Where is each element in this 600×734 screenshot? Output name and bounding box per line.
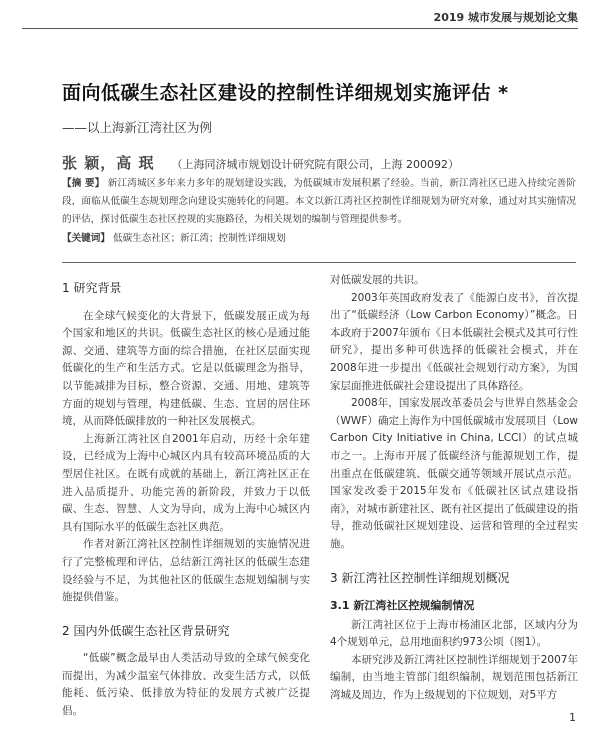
abstract-divider [62, 262, 576, 263]
author-line [62, 152, 459, 173]
paragraph: 上海新江湾社区自2001年启动，历经十余年建设，已经成为上海中心城区内具有较高环境品质的大型居住社区。在既有成就的基础上，新江湾社区正在进入品质提升、功能完善的新阶段，并致力于以低碳、生态、智慧、人文为导向，成为上海中心城区内具有国际水平的低碳生态社区典范。 [62, 432, 310, 533]
keywords-text: 低碳生态社区；新江湾；控制性详细规划 [113, 232, 286, 244]
paragraph-continued: 对低碳发展的共识。 [330, 274, 425, 286]
paragraph: 新江湾社区位于上海市杨浦区北部，区域内分为4个规划单元，总用地面积约973公顷（图1）。 [330, 618, 578, 649]
abstract-block [62, 175, 576, 248]
section-1-heading: 1 研究背景 [62, 281, 122, 295]
running-header: 2019 城市发展与规划论文集 [433, 11, 578, 24]
keywords [62, 230, 576, 248]
paragraph: “低碳”概念最早由人类活动导致的全球气候变化而提出，为减少温室气体排放、改变生活方式，以低能耗、低污染、低排放为特征的发展方式被广泛提倡。 [62, 652, 310, 718]
affiliation: （上海同济城市规划设计研究院有限公司，上海 200092） [171, 158, 460, 171]
paragraph: 作者对新江湾社区控制性详细规划的实施情况进行了完整梳理和评估，总结新江湾社区的低碳生态建设经验与不足，为其他社区的低碳生态规划编制与实施提供借鉴。 [62, 538, 310, 604]
paragraph: 本研究涉及新江湾社区控制性详细规划于2007年编制，由当地主管部门组织编制，规划范围包括新江湾城及周边，作为上级规划的下位规划，对5平方 [330, 653, 578, 702]
right-column [330, 272, 578, 705]
paragraph: 2008年，国家发展改革委员会与世界自然基金会（WWF）确定上海作为中国低碳城市发展项目（Low Carbon City Initiative in China, LCCI）的试点城市之一。上海市开展了低碳经济与能源规划工作，提出重点在低碳建筑、低碳交通等领域开展试点示范。国家发改委于2015年发布《低碳社区试点建设指南》，对城市新建社区、既有社区提出了低碳建设的指导，推动低碳社区规划建设、运营和管理的全过程实施。 [330, 397, 578, 550]
section-2-heading: 2 国内外低碳生态社区背景研究 [62, 623, 230, 638]
section-3-heading: 3 新江湾社区控制性详细规划概况 [330, 570, 510, 585]
paper-title: 面向低碳生态社区建设的控制性详细规划实施评估 * [62, 82, 509, 104]
keywords-label: 【关键词】 [62, 232, 110, 244]
abstract-label: 【摘 要】 [62, 178, 105, 189]
paragraph: 2003年英国政府发表了《能源白皮书》，首次提出了“低碳经济（Low Carbon Economy）”概念。日本政府于2007年颁布《日本低碳社会模式及其可行性研究》，提出多种可供选择的低碳社会模式，并在2008年进一步提出《低碳社会规划行动方案》，为国家层面推进低碳社会建设提出了具体路径。 [330, 291, 578, 392]
header-rule [22, 28, 578, 29]
authors: 张 颖，高 珉 [62, 154, 155, 172]
page-number: 1 [569, 711, 576, 724]
abstract [62, 175, 576, 230]
subsection-3-1-heading: 3.1 新江湾社区控规编制情况 [330, 599, 475, 613]
paper-subtitle: ——以上海新江湾社区为例 [62, 120, 213, 135]
left-column [62, 272, 310, 721]
paragraph: 在全球气候变化的大背景下，低碳发展正成为每个国家和地区的共识。低碳生态社区的核心是通过能源、交通、建筑等方面的综合措施，在社区层面实现低碳化的生产和生活方式。它是以低碳理念为指导，以节能减排为目标，整合资源、交通、用地、建筑等方面的规划与管理，构建低碳、生态、宜居的居住环境，从而降低碳排放的一种社区发展模式。 [62, 309, 310, 428]
abstract-text: 新江湾城区多年来力多年的规划建设实践，为低碳城市发展积累了经验。当前，新江湾社区已进入持续完善阶段，面临从低碳生态规划理念向建设实施转化的问题。本文以新江湾社区控制性详细规划为研究对象，通过对其实施情况的评估，探讨低碳生态社区控规的实施路径，为相关规划的编制与管理提供参考。 [62, 178, 576, 226]
